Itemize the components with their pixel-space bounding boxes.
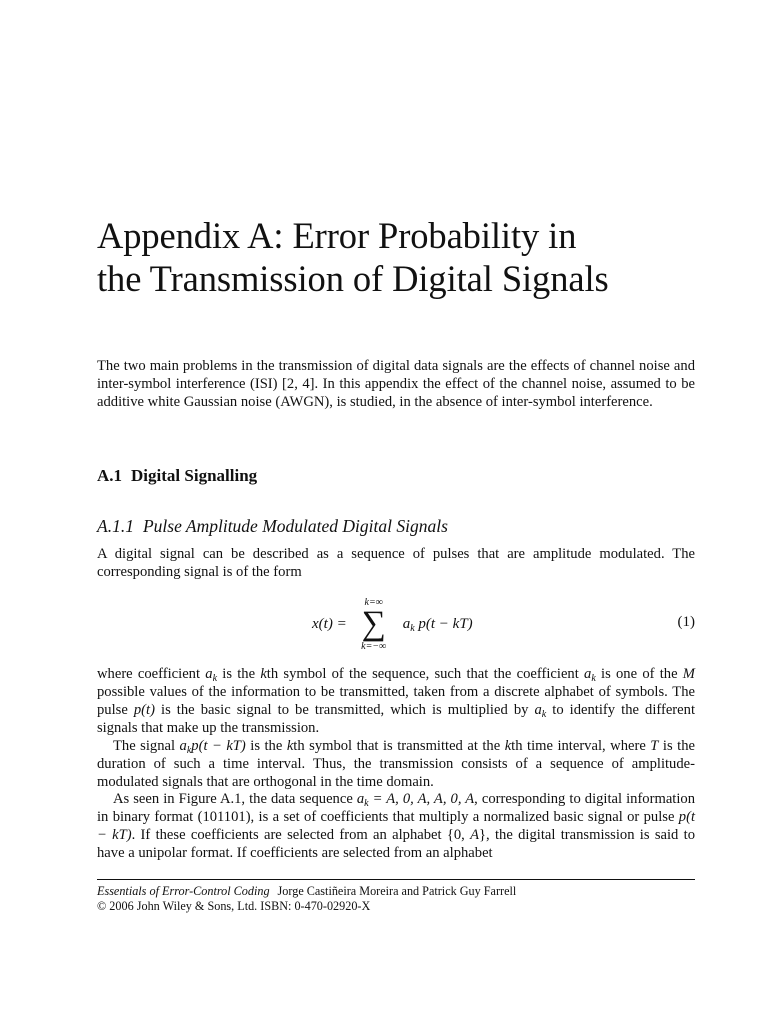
- var-A: A: [470, 826, 480, 843]
- var-signal: p(t − kT): [191, 738, 246, 754]
- var-k: k: [591, 673, 596, 684]
- text: is the: [217, 666, 261, 682]
- var-k: k: [286, 738, 294, 754]
- equation-body: [312, 597, 473, 652]
- var-T: T: [650, 738, 659, 754]
- var-a: a: [534, 701, 542, 718]
- coef-a: a: [402, 615, 411, 632]
- var-k: k: [260, 666, 267, 682]
- text: is one of the: [595, 666, 683, 682]
- sequence-eq: = A, 0, A, A, 0, A: [368, 791, 475, 807]
- sum-upper-limit: k=∞: [364, 597, 383, 608]
- subsection-number: A.1.1: [97, 516, 134, 536]
- text: is the duration of such a time interval. Thus, the transmission consists of a sequence of amplitude-modulated signals that are orthogonal in the time domain.: [97, 738, 695, 790]
- footer: [97, 884, 717, 914]
- intro-paragraph: The two main problems in the transmission of digital data signals are the effects of channel noise and inter-symbol interference (ISI) [2, 4]. In this appendix the effect of the channel noise, assumed to be additive white Gaussian noise (AWGN), is studied, in the absence of inter-symbol interference.: [97, 358, 695, 410]
- equation-1: [97, 597, 695, 652]
- book-authors: Jorge Castiñeira Moreira and Patrick Guy Farrell: [277, 884, 517, 898]
- text: }, the digital transmission is said to have a unipolar format. If coefficients are selected from an alphabet: [97, 826, 695, 861]
- footer-line1: [97, 884, 717, 899]
- var-M: M: [682, 666, 695, 682]
- var-k: k: [212, 673, 218, 684]
- text: th symbol that is transmitted at the: [293, 738, 505, 754]
- text: , corresponding to digital information in binary format (101101), is a set of coefficients that multiply a normalized basic signal or pulse: [97, 791, 696, 825]
- sum-lower-limit: k=−∞: [361, 641, 387, 652]
- footer-divider: [97, 879, 695, 880]
- pulse-term: p(t − kT): [414, 615, 473, 632]
- var-a: a: [584, 666, 592, 682]
- book-title: Essentials of Error-Control Coding: [97, 884, 270, 898]
- var-a: a: [179, 738, 187, 754]
- text: is the basic signal to be transmitted, which is multiplied by: [154, 701, 535, 718]
- summand: [403, 616, 473, 633]
- section-heading: [97, 466, 257, 486]
- text: th symbol of the sequence, such that the coefficient: [266, 666, 585, 682]
- equation-number: (1): [677, 614, 695, 630]
- paragraph-pam-intro: A digital signal can be described as a sequence of pulses that are amplitude modulated. The corresponding signal is of the form: [97, 546, 695, 580]
- text: th time interval, where: [511, 738, 651, 754]
- equation-lhs: x(t) =: [312, 615, 347, 632]
- paragraph-signal: [97, 738, 695, 792]
- var-k: k: [364, 798, 369, 809]
- var-k: k: [504, 738, 512, 754]
- paragraph-coefficients: [97, 666, 695, 738]
- var-k: k: [541, 708, 547, 720]
- footer-copyright: © 2006 John Wiley & Sons, Ltd. ISBN: 0-470-02920-X: [97, 899, 371, 913]
- var-pt: p(t): [133, 701, 155, 718]
- text: As seen in Figure A.1, the data sequence: [113, 791, 357, 807]
- summation: [353, 597, 395, 652]
- subsection-title: Pulse Amplitude Modulated Digital Signals: [142, 516, 448, 536]
- sigma-symbol: ∑: [361, 605, 386, 642]
- text: where coefficient: [97, 666, 206, 682]
- var-a: a: [205, 666, 213, 682]
- chapter-title-line1: Appendix A: Error Probability in: [97, 215, 577, 256]
- text: possible values of the information to be transmitted, taken from a discrete alphabet of symbols. The pulse: [97, 683, 695, 718]
- text: to identify the different signals that make up the transmission.: [97, 701, 695, 736]
- paragraph-figure-ref: [97, 791, 695, 863]
- text: The signal: [113, 738, 180, 754]
- var-pulse: p(t − kT): [97, 808, 695, 843]
- subsection-heading: [97, 516, 448, 537]
- coef-sub: k: [410, 622, 415, 634]
- section-number: A.1: [97, 466, 123, 485]
- chapter-title: [97, 214, 717, 300]
- var-a: a: [356, 791, 365, 807]
- var-k: k: [186, 745, 192, 756]
- chapter-title-line2: the Transmission of Digital Signals: [97, 258, 609, 299]
- text: is the: [245, 738, 287, 754]
- text: . If these coefficients are selected from an alphabet {0,: [131, 826, 471, 843]
- section-title: Digital Signalling: [131, 466, 258, 485]
